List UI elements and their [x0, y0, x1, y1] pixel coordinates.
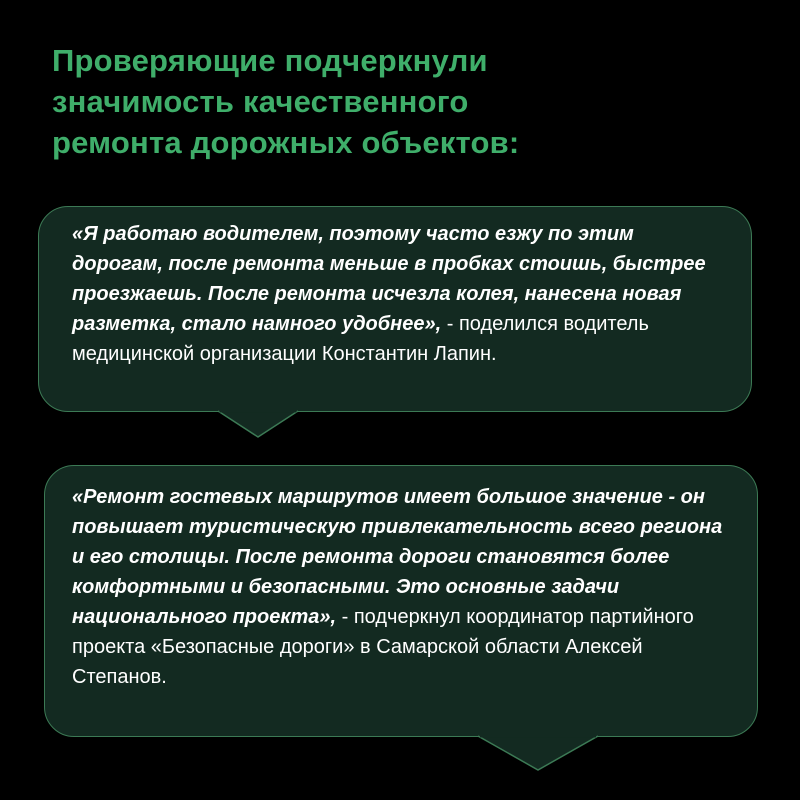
speech-bubble-tail [218, 410, 298, 440]
quote-paragraph [72, 482, 727, 692]
quote-text: «Я работаю водителем, поэтому часто езжу по этим дорогам, после ремонта меньше в пробках стоишь, быстрее проезжаешь. После ремонта исчезла колея, нанесена новая разметка, стало намного удобнее», [72, 223, 706, 335]
title-line-2: значимость качественного [52, 84, 469, 119]
quote-bubble-driver [38, 206, 752, 412]
title-line-1: Проверяющие подчеркнули [52, 43, 488, 78]
quote-paragraph [72, 219, 721, 369]
title-line-3: ремонта дорожных объектов: [52, 125, 520, 160]
speech-bubble-tail [478, 735, 598, 775]
page-title [52, 40, 752, 163]
quote-attribution: - поделился водитель медицинской организации Константин Лапин. [72, 313, 649, 365]
quote-text: «Ремонт гостевых маршрутов имеет большое значение - он повышает туристическую привлекательность всего региона и его столицы. После ремонта дороги становятся более комфортными и безопасными. Это основные задачи национального проекта», [72, 486, 723, 628]
quote-attribution: - подчеркнул координатор партийного проекта «Безопасные дороги» в Самарской области Алексей Степанов. [72, 606, 694, 688]
quote-bubble-coordinator [44, 465, 758, 737]
